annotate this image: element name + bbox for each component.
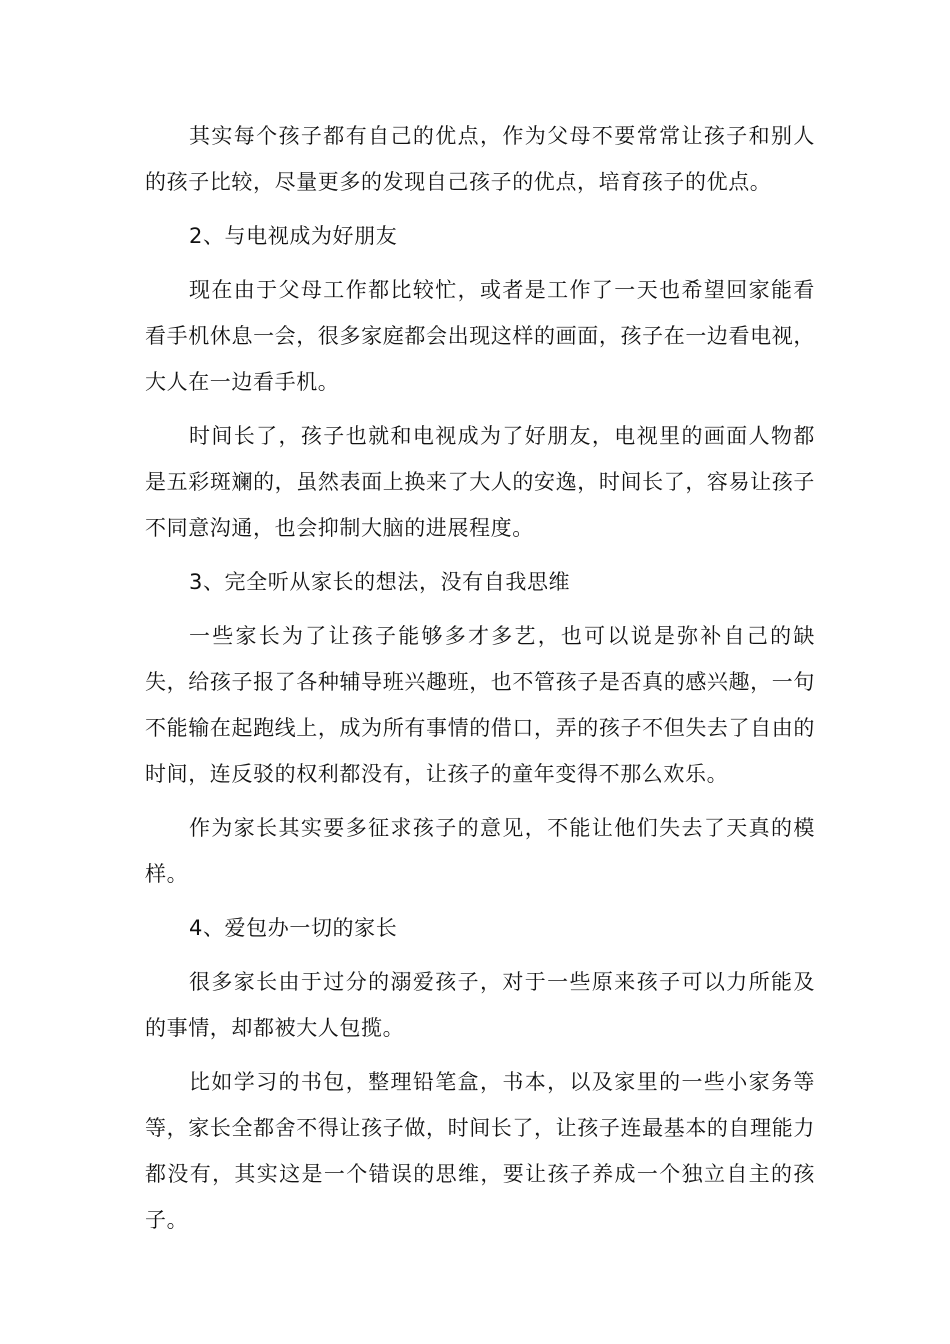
paragraph-1: 其实每个孩子都有自己的优点，作为父母不要常常让孩子和别人的孩子比较，尽量更多的发现自己孩子的优点，培育孩子的优点。: [145, 124, 815, 194]
section-heading-4: 4、爱包办一切的家长: [189, 916, 398, 940]
paragraph-2: 现在由于父母工作都比较忙，或者是工作了一天也希望回家能看看手机休息一会，很多家庭都会出现这样的画面，孩子在一边看电视，大人在一边看手机。: [145, 278, 815, 394]
paragraph-3: 时间长了，孩子也就和电视成为了好朋友，电视里的画面人物都是五彩斑斓的，虽然表面上换来了大人的安逸，时间长了，容易让孩子不同意沟通，也会抑制大脑的进展程度。: [145, 424, 815, 540]
paragraph-4: 一些家长为了让孩子能够多才多艺，也可以说是弥补自己的缺失，给孩子报了各种辅导班兴趣班，也不管孩子是否真的感兴趣，一句不能输在起跑线上，成为所有事情的借口，弄的孩子不但失去了自由的时间，连反驳的权利都没有，让孩子的童年变得不那么欢乐。: [145, 624, 815, 786]
section-heading-2: 2、与电视成为好朋友: [189, 224, 398, 248]
paragraph-6: 很多家长由于过分的溺爱孩子，对于一些原来孩子可以力所能及的事情，却都被大人包揽。: [145, 970, 815, 1040]
paragraph-5: 作为家长其实要多征求孩子的意见，不能让他们失去了天真的模样。: [145, 816, 815, 886]
paragraph-7: 比如学习的书包，整理铅笔盒，书本，以及家里的一些小家务等等，家长全都舍不得让孩子做，时间长了，让孩子连最基本的自理能力都没有，其实这是一个错误的思维，要让孩子养成一个独立自主的孩子。: [145, 1070, 815, 1232]
section-heading-3: 3、完全听从家长的想法，没有自我思维: [189, 570, 571, 594]
document-body: [145, 113, 815, 1251]
